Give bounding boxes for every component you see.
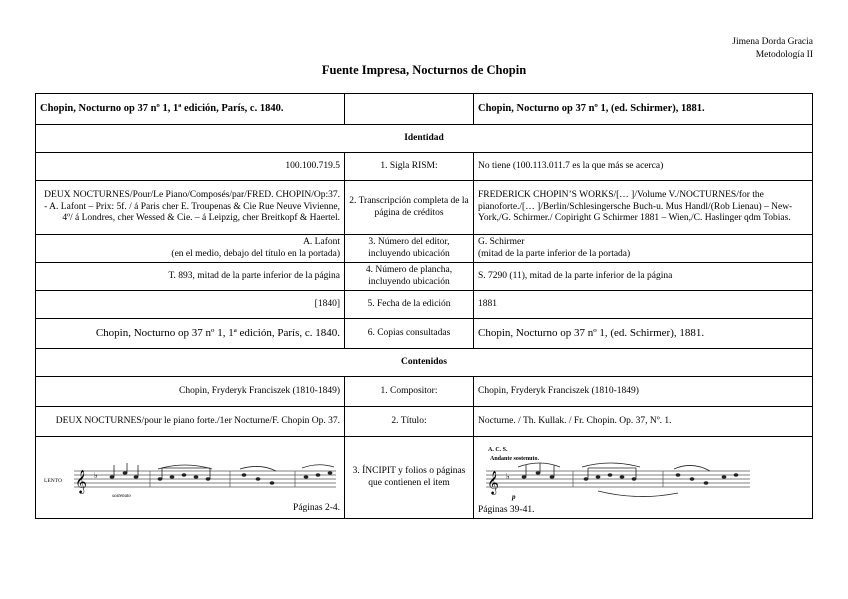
composer-label: 1. Compositor: bbox=[345, 377, 474, 407]
comparison-table bbox=[35, 93, 813, 519]
date-right: 1881 bbox=[474, 291, 813, 319]
treble-clef-icon: 𝄞 bbox=[487, 469, 499, 494]
table-header-row bbox=[36, 94, 813, 125]
header-spacer bbox=[345, 94, 474, 125]
editor-label: 3. Número del editor, incluyendo ubicación bbox=[345, 235, 474, 263]
treble-clef-icon: 𝄞 bbox=[75, 468, 87, 493]
table-row bbox=[36, 291, 813, 319]
table-row bbox=[36, 235, 813, 263]
course-name: Metodología II bbox=[755, 50, 813, 60]
table-row bbox=[36, 407, 813, 437]
editor-left bbox=[36, 235, 345, 263]
table-row bbox=[36, 437, 813, 519]
plate-label: 4. Número de plancha, incluyendo ubicación bbox=[345, 263, 474, 291]
editor-right-name: G. Schirmer bbox=[478, 237, 525, 247]
title-label: 2. Título: bbox=[345, 407, 474, 437]
table-row bbox=[36, 319, 813, 349]
copies-left: Chopin, Nocturno op 37 nº 1, 1ª edición, París, c. 1840. bbox=[36, 319, 345, 349]
transcription-right: FREDERICK CHOPIN’S WORKS/[… ]/Volume V./NOCTURNES/for the pianoforte./[… ]/Berlin/Schlesingersche Buch-u. Mus Handl/(Rob Lienau) – New-York,/G. Schirmer./ Copiright G Schirmer 1881 – Wien,/C. Haslinger qdm Tobias. bbox=[474, 181, 813, 235]
editor-right bbox=[474, 235, 813, 263]
score-excerpt-image bbox=[40, 459, 340, 503]
title-right: Nocturne. / Th. Kullak. / Fr. Chopin. Op. 37, Nº. 1. bbox=[474, 407, 813, 437]
transcription-left: DEUX NOCTURNES/Pour/Le Piano/Composés/par/FRED. CHOPIN/Op:37. - A. Lafont – Prix: 5f. / á Paris cher E. Troupenas & Cie Rue Neuve Vivienne, 4º/ á Londres, cher Wessed & Cie. – á Leipzig, cher Breitkopf & Haertel. bbox=[36, 181, 345, 235]
right-column-header: Chopin, Nocturno op 37 nº 1, (ed. Schirmer), 1881. bbox=[474, 94, 813, 125]
editor-left-name: A. Lafont bbox=[303, 237, 340, 247]
score-expression: sostenuto bbox=[112, 493, 131, 499]
copies-right: Chopin, Nocturno op 37 nº 1, (ed. Schirmer), 1881. bbox=[474, 319, 813, 349]
rism-left: 100.100.719.5 bbox=[36, 153, 345, 181]
section-contents: Contenidos bbox=[36, 349, 813, 377]
score-tempo-lento: LENTO bbox=[44, 477, 62, 484]
score-heading: A. C. S. bbox=[488, 446, 508, 453]
date-left: [1840] bbox=[36, 291, 345, 319]
section-row-identity bbox=[36, 125, 813, 153]
plate-right: S. 7290 (11), mitad de la parte inferior de la página bbox=[474, 263, 813, 291]
section-identity: Identidad bbox=[36, 125, 813, 153]
flat-sign-icon: ♭ bbox=[94, 470, 98, 480]
left-column-header: Chopin, Nocturno op 37 nº 1, 1ª edición, París, c. 1840. bbox=[36, 94, 345, 125]
table-row bbox=[36, 377, 813, 407]
incipit-right-pages: Páginas 39-41. bbox=[478, 504, 535, 515]
copies-label: 6. Copias consultadas bbox=[345, 319, 474, 349]
score-tempo-andante: Andante sostenuto. bbox=[490, 455, 540, 462]
rism-right: No tiene (100.113.011.7 es la que más se acerca) bbox=[474, 153, 813, 181]
transcription-label: 2. Transcripción completa de la página de créditos bbox=[345, 181, 474, 235]
rism-label: 1. Sigla RISM: bbox=[345, 153, 474, 181]
editor-right-location: (mitad de la parte inferior de la portada) bbox=[478, 248, 631, 259]
incipit-left-pages: Páginas 2-4. bbox=[293, 502, 340, 513]
title-left: DEUX NOCTURNES/pour le piano forte./1er Nocturne/F. Chopin Op. 37. bbox=[36, 407, 345, 437]
table-row bbox=[36, 181, 813, 235]
incipit-left bbox=[36, 437, 345, 519]
section-row-contents bbox=[36, 349, 813, 377]
composer-right: Chopin, Fryderyk Franciszek (1810-1849) bbox=[474, 377, 813, 407]
composer-left: Chopin, Fryderyk Franciszek (1810-1849) bbox=[36, 377, 345, 407]
date-label: 5. Fecha de la edición bbox=[345, 291, 474, 319]
score-dynamic: p bbox=[512, 492, 516, 501]
score-excerpt-image-schirmer bbox=[478, 441, 753, 505]
editor-left-location: (en el medio, debajo del título en la portada) bbox=[171, 248, 340, 259]
table-row bbox=[36, 153, 813, 181]
plate-left: T. 893, mitad de la parte inferior de la página bbox=[36, 263, 345, 291]
table-row bbox=[36, 263, 813, 291]
flat-sign-icon: ♭ bbox=[506, 471, 510, 481]
incipit-right bbox=[474, 437, 813, 519]
author-name: Jimena Dorda Gracia bbox=[732, 37, 813, 47]
incipit-label: 3. ÍNCIPIT y folios o páginas que contienen el item bbox=[345, 437, 474, 519]
author-block bbox=[732, 36, 813, 62]
page-title: Fuente Impresa, Nocturnos de Chopin bbox=[321, 63, 527, 77]
